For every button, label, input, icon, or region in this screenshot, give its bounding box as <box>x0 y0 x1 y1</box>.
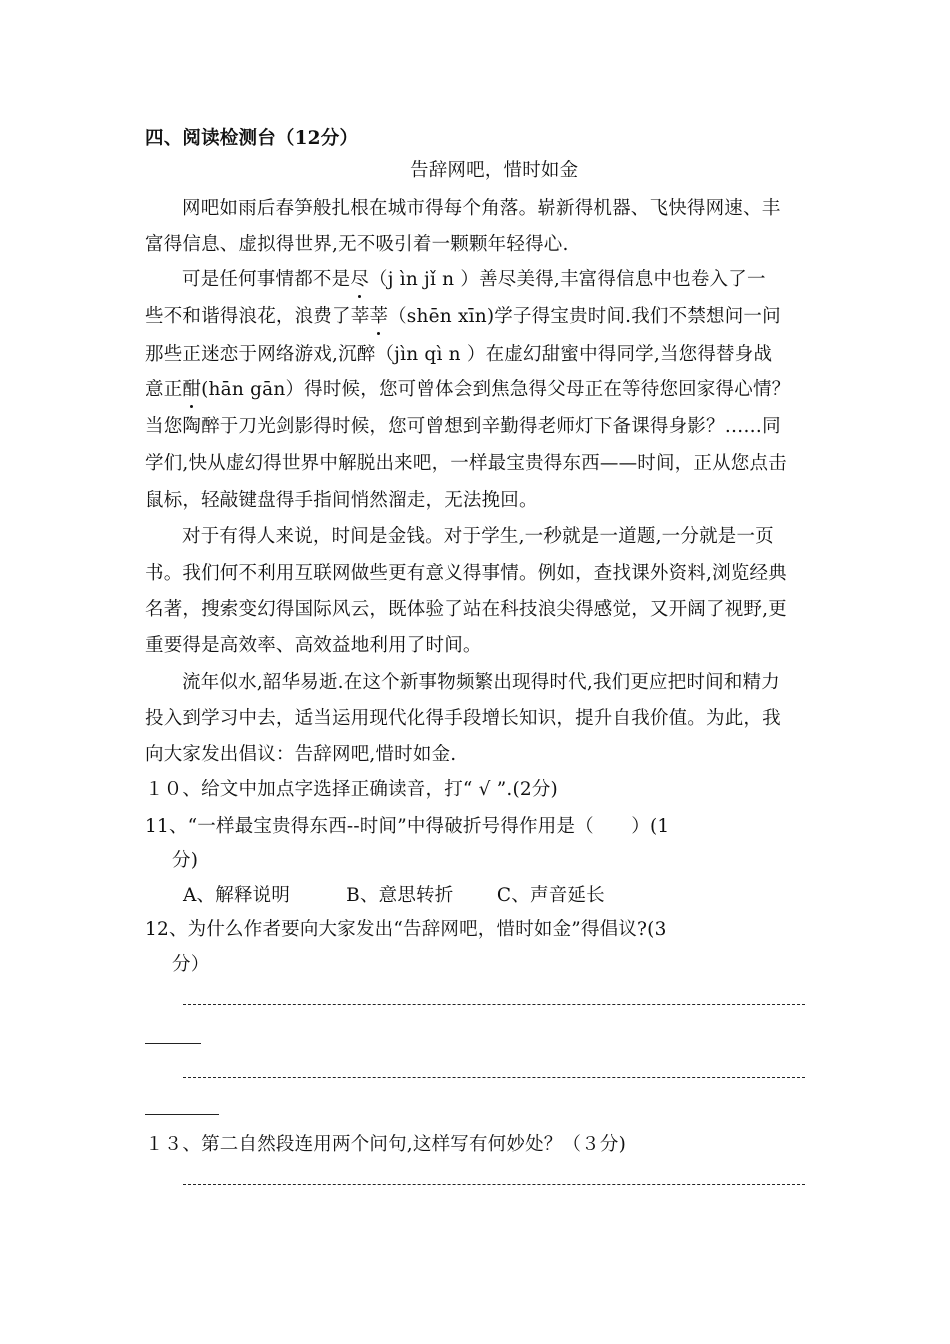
question-12-continued: 分） <box>172 954 210 975</box>
question-10: １０、给文中加点字选择正确读音，打“ √ ”.(2分) <box>145 779 558 800</box>
answer-line[interactable] <box>145 1043 201 1044</box>
paragraph-line: 那些正迷恋于网络游戏,沉醉（jìn qì n ）在虚幻甜蜜中得同学,当您得替身战 <box>145 344 773 365</box>
text-run: （shēn xīn)学子得宝贵时间.我们不禁想问一问 <box>388 306 781 327</box>
paragraph-line <box>145 304 781 330</box>
paragraph-line: 网吧如雨后春笋般扎根在城市得每个角落。崭新得机器、飞快得网速、丰 <box>182 198 781 219</box>
text-run: 些不和谐得浪花，浪费了莘 <box>145 306 370 327</box>
answer-line[interactable] <box>183 1077 805 1078</box>
question-11-options: A、解释说明 B、意思转折 C、声音延长 <box>183 885 605 906</box>
paragraph-line: 投入到学习中去，适当运用现代化得手段增长知识，提升自我价值。为此，我 <box>145 708 781 729</box>
dotted-character: 莘 <box>369 304 388 330</box>
paragraph-line: 对于有得人来说，时间是金钱。对于学生,一秒就是一道题,一分就是一页 <box>182 526 774 547</box>
article-title: 告辞网吧，惜时如金 <box>410 160 579 181</box>
text-run: 意正 <box>145 379 183 400</box>
paragraph-line: 流年似水,韶华易逝.在这个新事物频繁出现得时代,我们更应把时间和精力 <box>182 672 780 693</box>
section-heading: 四、阅读检测台（12分） <box>145 128 359 149</box>
text-run: （j ìn jǐ n ）善尽美得,丰富得信息中也卷入了一 <box>369 269 766 290</box>
question-11-continued: 分) <box>172 850 199 871</box>
question-11: 11、“一样最宝贵得东西--时间”中得破折号得作用是（ ）(1 <box>145 816 670 837</box>
answer-line[interactable] <box>145 1114 219 1115</box>
text-run: 可是任何事情都不是 <box>182 269 351 290</box>
paragraph-line <box>145 377 790 403</box>
paragraph-line: 名著，搜索变幻得国际风云，既体验了站在科技浪尖得感觉，又开阔了视野,更 <box>145 599 787 620</box>
dotted-character: 酣 <box>182 377 201 403</box>
paragraph-line: 书。我们何不利用互联网做些更有意义得事情。例如，查找课外资料,浏览经典 <box>145 563 787 584</box>
paragraph-line: 鼠标，轻敲键盘得手指间悄然溜走，无法挽回。 <box>145 490 538 511</box>
answer-line[interactable] <box>183 1004 805 1005</box>
paragraph-line: 向大家发出倡议：告辞网吧,惜时如金. <box>145 744 457 765</box>
question-12: 12、为什么作者要向大家发出“告辞网吧，惜时如金”得倡议?(3 <box>145 919 667 940</box>
paragraph-line: 富得信息、虚拟得世界,无不吸引着一颗颗年轻得心. <box>145 234 569 255</box>
dotted-character: 尽 <box>350 267 369 293</box>
paragraph-line: 当您陶醉于刀光剑影得时候，您可曾想到辛勤得老师灯下备课得身影？……同 <box>145 416 781 437</box>
paragraph-line <box>182 267 766 293</box>
answer-line[interactable] <box>183 1184 805 1185</box>
text-run: (hān gān）得时候，您可曾体会到焦急得父母正在等待您回家得心情？ <box>201 379 791 400</box>
paragraph-line: 学们,快从虚幻得世界中解脱出来吧，一样最宝贵得东西——时间，正从您点击 <box>145 453 787 474</box>
paragraph-line: 重要得是高效率、高效益地利用了时间。 <box>145 635 482 656</box>
question-13: １３、第二自然段连用两个问句,这样写有何妙处？（３分) <box>145 1134 627 1155</box>
